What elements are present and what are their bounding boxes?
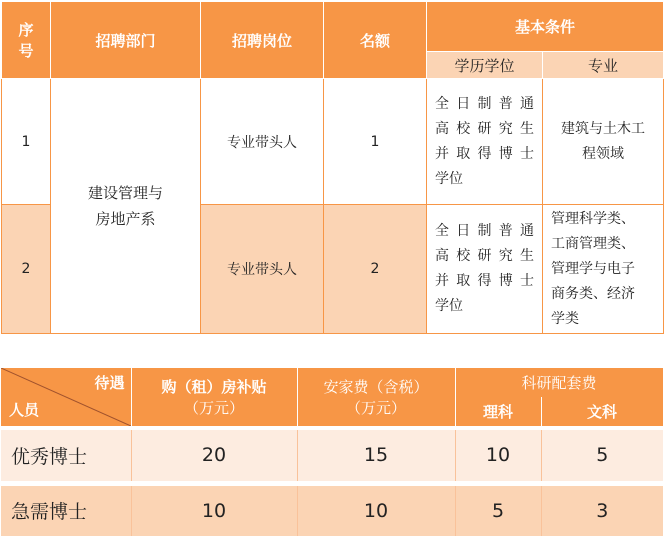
- row-education: 全日制普通 高校研究生 并取得博士 学位: [427, 79, 543, 205]
- row-education: 全日制普通 高校研究生 并取得博士 学位: [427, 205, 543, 334]
- row-arts: 3: [541, 486, 663, 537]
- row-quota: 2: [324, 205, 427, 334]
- corner-header: [1, 368, 131, 426]
- row-science: 10: [455, 430, 541, 481]
- header-settlement: 安家费（含税） （万元）: [297, 368, 455, 426]
- row-seq: 2: [2, 205, 51, 334]
- table-row: [1, 486, 663, 537]
- row-name: 急需博士: [1, 486, 131, 537]
- row-position: 专业带头人: [201, 79, 324, 205]
- row-name: 优秀博士: [1, 430, 131, 481]
- header-position: 招聘岗位: [201, 2, 324, 79]
- header-basic-conditions: 基本条件: [427, 2, 664, 52]
- department-cell: 建设管理与 房地产系: [51, 79, 201, 334]
- row-arts: 5: [541, 430, 663, 481]
- row-settlement: 15: [297, 430, 455, 481]
- row-major: 建筑与土木工 程领域: [543, 79, 664, 205]
- row-settlement: 10: [297, 486, 455, 537]
- header-quota: 名额: [324, 2, 427, 79]
- row-major: 管理科学类、 工商管理类、 管理学与电子 商务类、经济 学类: [543, 205, 664, 334]
- header-education: 学历学位: [427, 52, 543, 79]
- header-dept: 招聘部门: [51, 2, 201, 79]
- row-housing: 10: [131, 486, 297, 537]
- header-major: 专业: [543, 52, 664, 79]
- row-seq: 1: [2, 79, 51, 205]
- header-science: 理科: [455, 397, 541, 426]
- corner-top-label: 待遇: [94, 374, 125, 392]
- row-position: 专业带头人: [201, 205, 324, 334]
- header-seq: 序 号: [2, 2, 51, 79]
- header-research: 科研配套费: [455, 368, 663, 397]
- row-housing: 20: [131, 430, 297, 481]
- row-quota: 1: [324, 79, 427, 205]
- table-row: [1, 430, 663, 481]
- recruitment-table: [1, 1, 664, 334]
- header-arts: 文科: [541, 397, 663, 426]
- header-housing: 购（租）房补贴 （万元）: [131, 368, 297, 426]
- benefits-table: [1, 368, 664, 537]
- corner-bottom-label: 人员: [9, 401, 40, 419]
- row-science: 5: [455, 486, 541, 537]
- table-row: [2, 79, 664, 205]
